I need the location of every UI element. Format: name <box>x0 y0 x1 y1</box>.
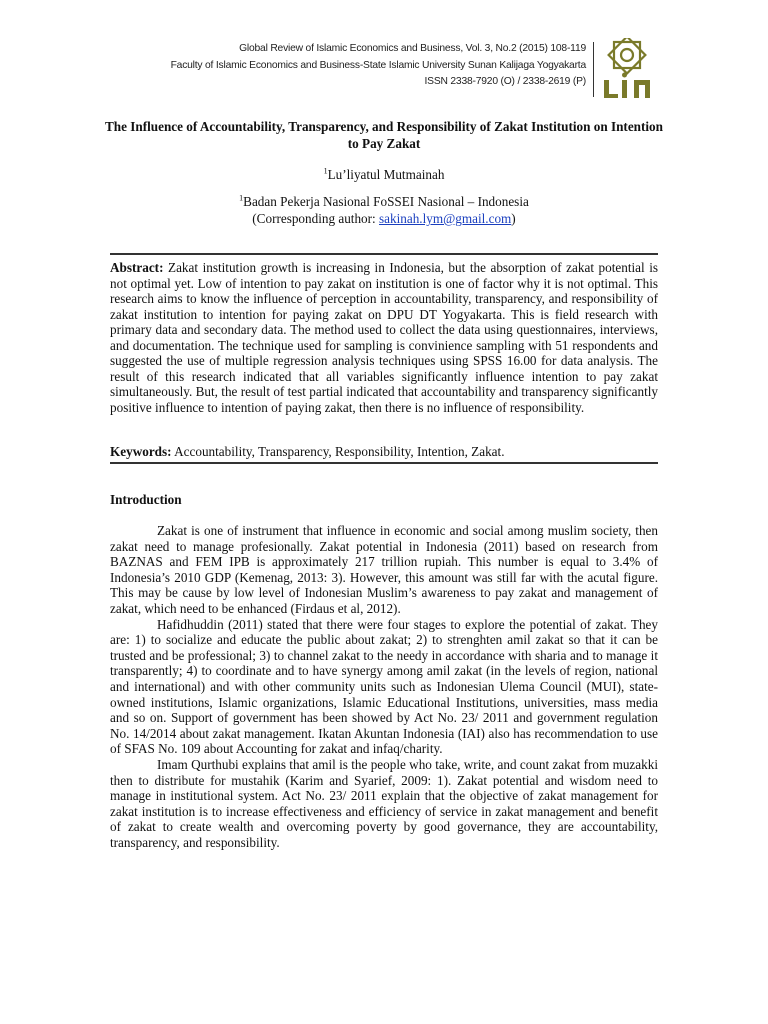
author-superscript: 1 <box>323 166 328 176</box>
introduction-heading: Introduction <box>110 492 182 507</box>
author-name: Lu’liyatul Mutmainah <box>327 167 445 182</box>
paper-title: The Influence of Accountability, Transparency, and Responsibility of Zakat Institution on Intention to Pay Zakat <box>104 119 663 151</box>
keywords-text: Accountability, Transparency, Responsibility, Intention, Zakat. <box>174 444 505 459</box>
header-divider <box>593 42 594 97</box>
corresponding-suffix: ) <box>511 211 516 226</box>
university-logo-icon <box>598 38 660 104</box>
affiliation-superscript: 1 <box>239 193 244 203</box>
introduction-body <box>110 523 658 850</box>
author-email-link[interactable]: sakinah.lym@gmail.com <box>379 211 512 226</box>
keywords-label: Keywords: <box>110 444 172 459</box>
issn-line: ISSN 2338-7920 (O) / 2338-2619 (P) <box>424 76 586 87</box>
paragraph: Zakat is one of instrument that influence in economic and social among muslim society, then zakat need to manage profesionally. Zakat potential in Indonesia (2011) based on research from BAZNAS and FEM IPB is approximately 217 trillion rupiah. This number is equal to 3.4% of Indonesia’s 2010 GDP (Kemenag, 2013: 3). However, this amount was still far with the acutal figure. This may be cause by low level of Indonesian Muslim’s awareness to pay zakat and management of zakat, which need to be enhanced (Firdaus et al, 2012). <box>110 523 658 616</box>
affiliation <box>100 193 668 227</box>
journal-citation: Global Review of Islamic Economics and Business, Vol. 3, No.2 (2015) 108-119 <box>239 43 586 54</box>
faculty-line: Faculty of Islamic Economics and Business-State Islamic University Sunan Kalijaga Yogyakarta <box>170 59 586 71</box>
abstract-label: Abstract: <box>110 260 164 275</box>
author <box>100 167 668 183</box>
corresponding-prefix: (Corresponding author: <box>252 211 380 226</box>
abstract-bottom-rule <box>110 462 658 464</box>
paragraph: Imam Qurthubi explains that amil is the people who take, write, and count zakat from muzakki then to distribute for mustahik (Karim and Syarief, 2009: 1). Zakat potential and wisdom need to manage in institutional system. Act No. 23/ 2011 explain that the objective of zakat management for zakat institution is to increase effectiveness and efficiency of service in zakat management and benefit of zakat to create wealth and overcoming poverty by good governance, they are accountability, transparency, and responsibility. <box>110 756 658 850</box>
affiliation-org: Badan Pekerja Nasional FoSSEI Nasional – Indonesia <box>243 194 529 209</box>
abstract-text: Zakat institution growth is increasing in Indonesia, but the absorption of zakat potential is not optimal yet. Low of intention to pay zakat on institution is one of factor why it is not optimal. This research aims to know the influence of perception in accountability, transparency, and responsibility of zakat institution to intention for paying zakat on DPU DT Yogyakarta. This is field research with primary data and secondary data. The method used to collect the data using questionnaires, interviews, and documentation. The technique used for sampling is convinience sampling with 51 respondents and suggested the use of multiple regression analysis techniques using SPSS 16.00 for data analysis. The result of this research indicated that all variables significantly influence intention to pay zakat simultaneously. But, the result of test partial indicated that accountability and transparency significantly positive influence to intention of paying zakat, then there is no influence of responsibility. <box>110 260 659 415</box>
abstract-top-rule <box>110 253 658 255</box>
abstract <box>110 260 658 415</box>
journal-header <box>120 41 586 91</box>
paragraph: Hafidhuddin (2011) stated that there were four stages to explore the potential of zakat. They are: 1) to socialize and educate the public about zakat; 2) to strenghten amil zakat so that it can be trusted and be professional; 3) to channel zakat to the needy in accordance with sharia and to manage it transparently; 4) to coordinate and to have synergy among amil zakat (in the levels of region, national and international) and with other community units such as Indonesian Ulema Council (MUI), state-owned institutions, Islamic organizations, Islamic Educational Institutions, universities, mass media and so on. Support of government has been showed by Act No. 23/ 2011 and government regulation No. 14/2014 about zakat management. Ikatan Akuntan Indonesia (IAI) also has recommendation to use of SFAS No. 109 about Accounting for zakat and infaq/charity. <box>110 616 658 757</box>
keywords <box>110 444 658 459</box>
